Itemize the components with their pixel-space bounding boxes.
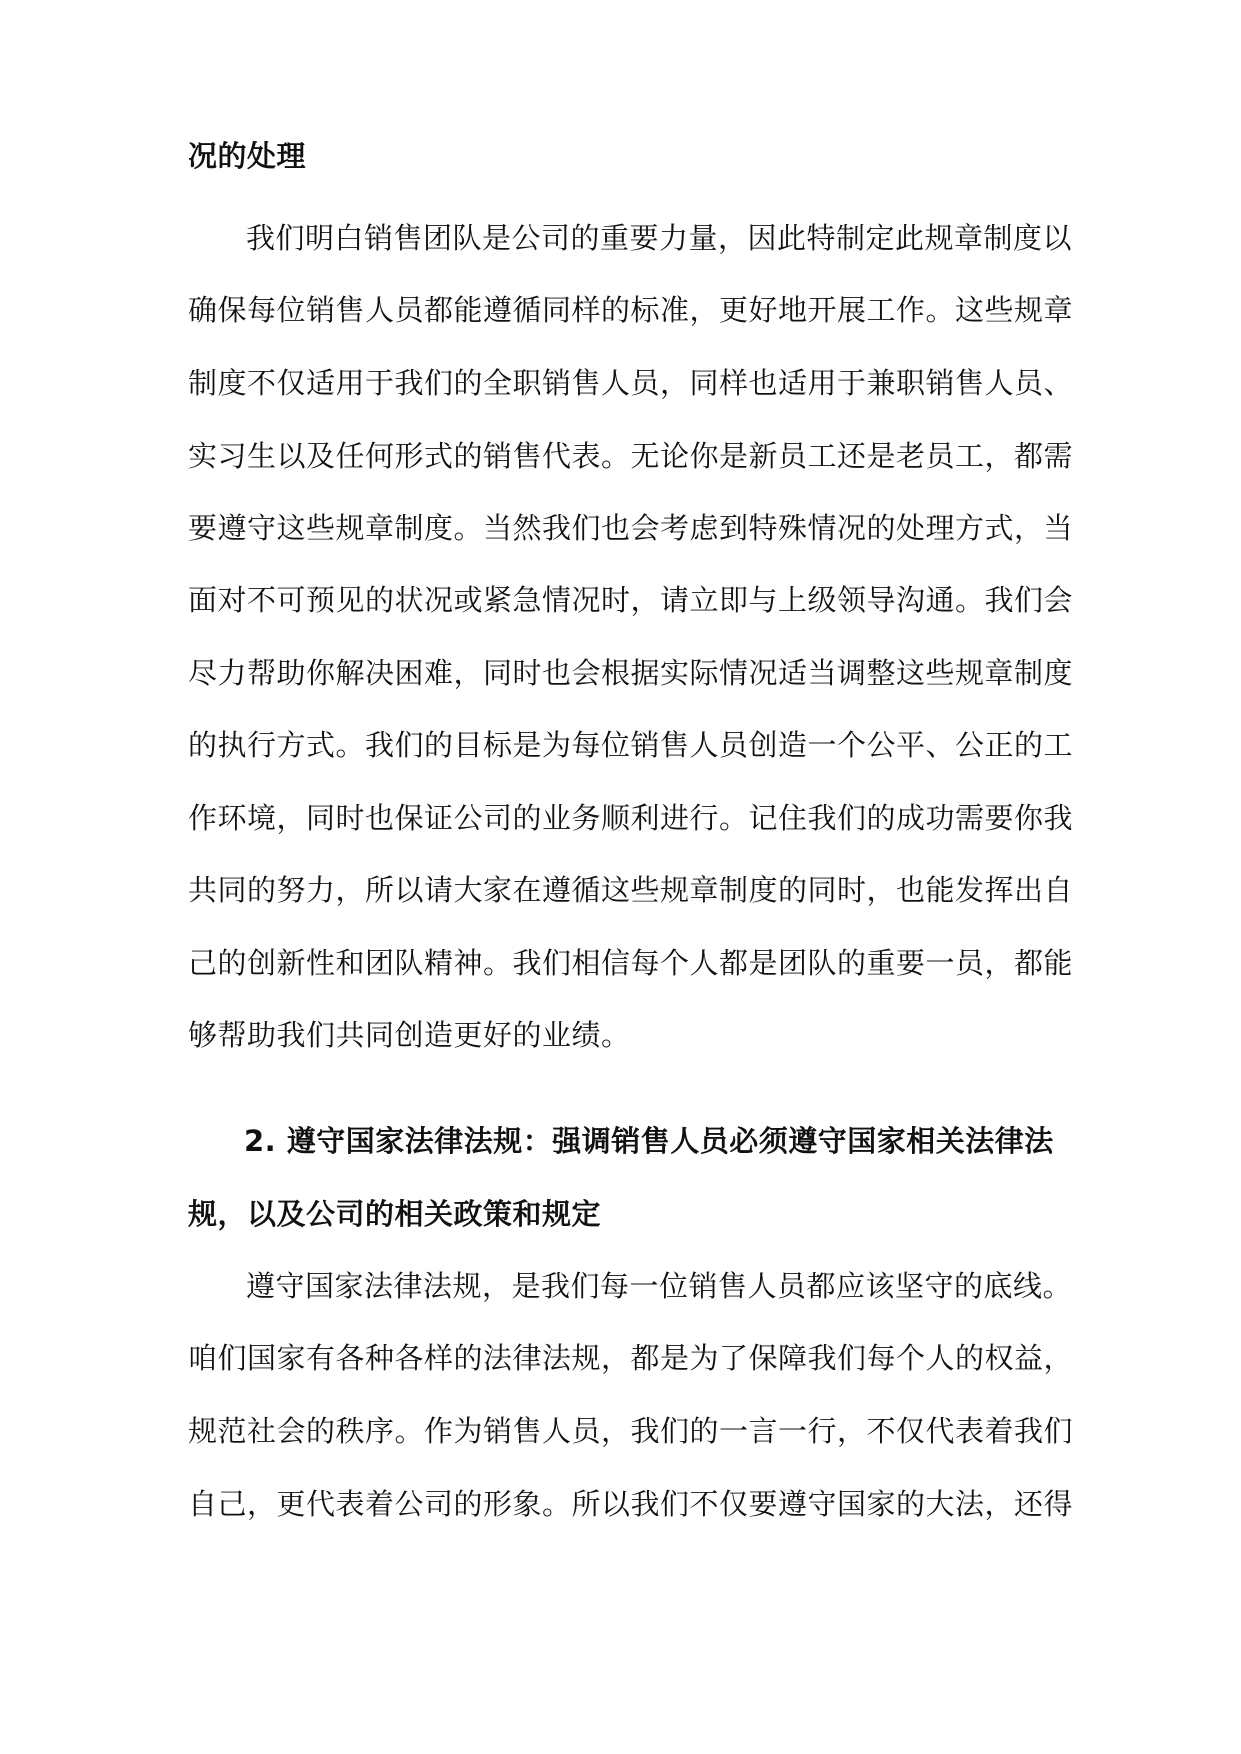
heading-continuation: 况的处理 (188, 139, 307, 173)
paragraph-line: 己的创新性和团队精神。我们相信每个人都是团队的重要一员，都能 (188, 946, 1074, 980)
paragraph-line: 咱们国家有各种各样的法律法规，都是为了保障我们每个人的权益， (188, 1341, 1074, 1375)
paragraph-line: 共同的努力，所以请大家在遵循这些规章制度的同时，也能发挥出自 (188, 873, 1074, 907)
paragraph-line: 我们明白销售团队是公司的重要力量，因此特制定此规章制度以 (246, 221, 1073, 255)
section-2-heading-line: 规，以及公司的相关政策和规定 (188, 1197, 602, 1231)
paragraph-line: 制度不仅适用于我们的全职销售人员，同样也适用于兼职销售人员、 (188, 366, 1074, 400)
paragraph-line: 够帮助我们共同创造更好的业绩。 (188, 1018, 631, 1052)
paragraph-line: 尽力帮助你解决困难，同时也会根据实际情况适当调整这些规章制度 (188, 656, 1074, 690)
paragraph-line: 规范社会的秩序。作为销售人员，我们的一言一行，不仅代表着我们 (188, 1414, 1074, 1448)
paragraph-line: 遵守国家法律法规，是我们每一位销售人员都应该坚守的底线。 (246, 1269, 1073, 1303)
paragraph-line: 实习生以及任何形式的销售代表。无论你是新员工还是老员工，都需 (188, 439, 1074, 473)
paragraph-line: 自己，更代表着公司的形象。所以我们不仅要遵守国家的大法，还得 (188, 1487, 1074, 1521)
section-2-heading-line: 2. 遵守国家法律法规：强调销售人员必须遵守国家相关法律法 (244, 1124, 1054, 1158)
paragraph-line: 作环境，同时也保证公司的业务顺利进行。记住我们的成功需要你我 (188, 801, 1074, 835)
paragraph-line: 面对不可预见的状况或紧急情况时，请立即与上级领导沟通。我们会 (188, 583, 1074, 617)
paragraph-line: 要遵守这些规章制度。当然我们也会考虑到特殊情况的处理方式，当 (188, 511, 1074, 545)
paragraph-line: 的执行方式。我们的目标是为每位销售人员创造一个公平、公正的工 (188, 728, 1074, 762)
paragraph-line: 确保每位销售人员都能遵循同样的标准，更好地开展工作。这些规章 (188, 293, 1074, 327)
